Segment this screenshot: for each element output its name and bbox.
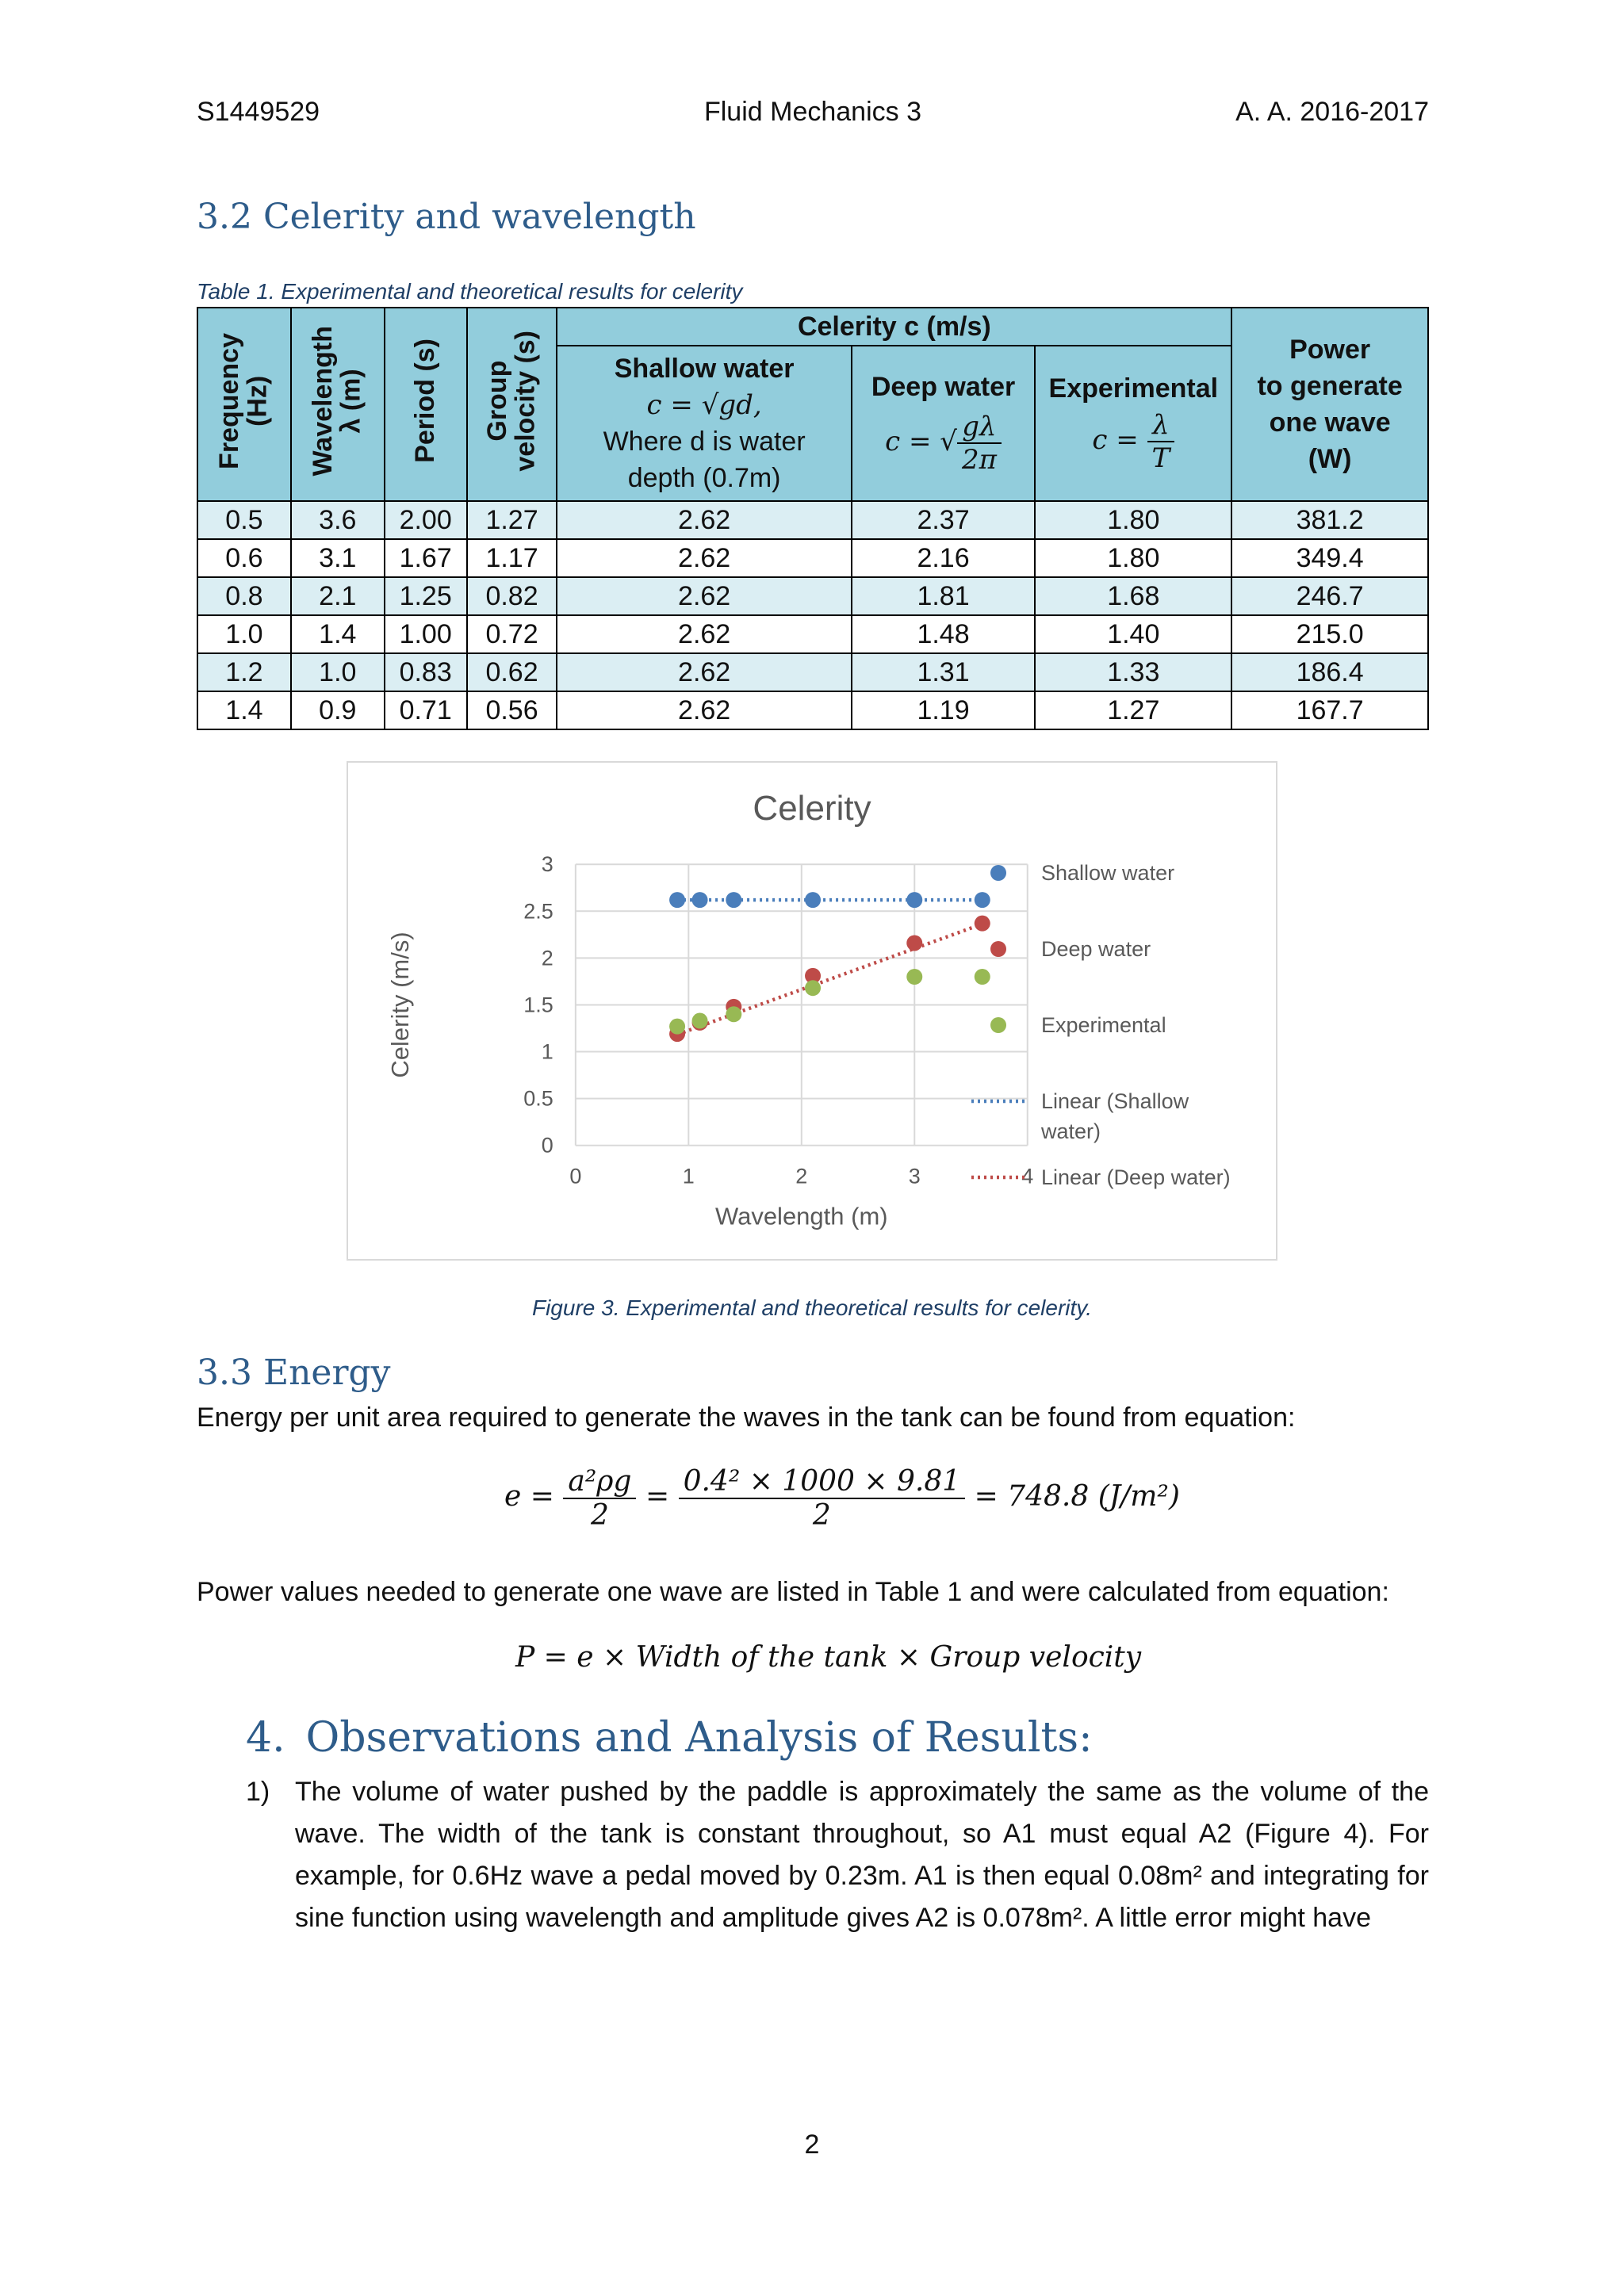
legend-label: Deep water	[1041, 937, 1151, 961]
table-cell: 349.4	[1231, 539, 1428, 577]
table-cell: 1.0	[291, 653, 385, 691]
table-cell: 1.48	[852, 615, 1036, 653]
table-cell: 2.62	[557, 501, 851, 539]
legend-marker	[990, 1017, 1006, 1033]
col-group-velocity: Group velocity (s)	[467, 308, 557, 501]
point-experimental	[692, 1013, 708, 1029]
power-equation: P = e × Width of the tank × Group velocity	[515, 1641, 1142, 1674]
table-cell: 1.4	[197, 691, 291, 729]
table-cell: 1.2	[197, 653, 291, 691]
y-tick-label: 3	[541, 852, 553, 877]
y-tick-label: 0.5	[523, 1086, 553, 1111]
table-cell: 2.00	[385, 501, 467, 539]
table-cell: 1.81	[852, 577, 1036, 615]
table-cell: 1.0	[197, 615, 291, 653]
table-cell: 0.71	[385, 691, 467, 729]
table-row	[197, 653, 1428, 691]
figure3-caption: Figure 3. Experimental and theoretical results for celerity.	[531, 1295, 1092, 1320]
table-cell: 3.6	[291, 501, 385, 539]
table-cell: 0.82	[467, 577, 557, 615]
point-shallow-water	[906, 892, 922, 908]
point-shallow-water	[692, 892, 708, 908]
table-cell: 3.1	[291, 539, 385, 577]
table-cell: 0.83	[385, 653, 467, 691]
table1-caption: Table 1. Experimental and theoretical results for celerity	[197, 279, 743, 304]
results-table	[197, 307, 1429, 730]
table-cell: 2.62	[557, 615, 851, 653]
y-tick-label: 1.5	[523, 993, 553, 1017]
table-cell: 215.0	[1231, 615, 1428, 653]
table-cell: 0.62	[467, 653, 557, 691]
table-cell: 1.40	[1035, 615, 1231, 653]
legend-label: Linear (Deep water)	[1041, 1165, 1231, 1189]
table-cell: 186.4	[1231, 653, 1428, 691]
table-cell: 2.62	[557, 539, 851, 577]
table-cell: 1.4	[291, 615, 385, 653]
table-row	[197, 691, 1428, 729]
legend-label: Linear (Shallow	[1041, 1089, 1189, 1113]
table-row	[197, 577, 1428, 615]
point-deep-water	[975, 916, 990, 932]
x-tick-label: 4	[1021, 1164, 1034, 1188]
col-celerity: Celerity c (m/s)	[557, 308, 1231, 346]
table-cell: 2.16	[852, 539, 1036, 577]
x-tick-label: 3	[908, 1164, 921, 1188]
table-cell: 1.68	[1035, 577, 1231, 615]
legend-marker	[990, 865, 1006, 881]
col-period: Period (s)	[385, 308, 467, 501]
table-cell: 2.62	[557, 577, 851, 615]
observation-item-1	[246, 1771, 1429, 1939]
table-row	[197, 615, 1428, 653]
header-student-id: S1449529	[197, 97, 320, 127]
legend-label: Shallow water	[1041, 861, 1175, 885]
table-cell: 0.8	[197, 577, 291, 615]
table-cell: 1.80	[1035, 539, 1231, 577]
x-axis-label: Wavelength (m)	[714, 1202, 888, 1230]
table-cell: 0.56	[467, 691, 557, 729]
table-cell: 246.7	[1231, 577, 1428, 615]
point-experimental	[726, 1006, 741, 1022]
table-cell: 0.72	[467, 615, 557, 653]
col-power: Power to generate one wave (W)	[1231, 308, 1428, 501]
col-experimental: Experimental c = $\frac{\lambda}{T}$	[1035, 346, 1231, 501]
point-shallow-water	[975, 892, 990, 908]
celerity-chart-svg	[348, 763, 1276, 1259]
y-tick-label: 2.5	[523, 899, 553, 924]
chart-title: Celerity	[753, 789, 871, 828]
table-cell: 1.00	[385, 615, 467, 653]
power-intro: Power values needed to generate one wave are listed in Table 1 and were calculated from equation:	[197, 1577, 1389, 1607]
table-cell: 1.19	[852, 691, 1036, 729]
point-shallow-water	[805, 892, 821, 908]
table-cell: 0.9	[291, 691, 385, 729]
col-shallow-water: Shallow water c = √gd, Where d is water depth (0.7m)	[557, 346, 851, 501]
table-row	[197, 501, 1428, 539]
x-tick-label: 0	[569, 1164, 582, 1188]
point-experimental	[805, 980, 821, 996]
table-cell: 1.33	[1035, 653, 1231, 691]
page-header	[197, 97, 1429, 136]
table-cell: 381.2	[1231, 501, 1428, 539]
y-tick-label: 2	[541, 946, 553, 970]
table-cell: 1.27	[1035, 691, 1231, 729]
header-year: A. A. 2016-2017	[1235, 97, 1429, 127]
point-experimental	[975, 969, 990, 985]
y-tick-label: 1	[541, 1039, 553, 1064]
page-number: 2	[804, 2130, 820, 2160]
trendline-1	[677, 924, 982, 1034]
point-shallow-water	[726, 892, 741, 908]
x-tick-label: 2	[795, 1164, 808, 1188]
table-cell: 1.31	[852, 653, 1036, 691]
list-marker: 1)	[246, 1777, 270, 1807]
point-experimental	[906, 969, 922, 985]
observation-text: The volume of water pushed by the paddle is approximately the same as the volume of the wave. The width of the tank is constant throughout, so A1 must equal A2 (Figure 4). For example, for 0.6Hz wave a pedal moved by 0.23m. A1 is then equal 0.08m² and integrating for sine function using wavelength and amplitude gives A2 is 0.078m². A little error might have	[295, 1777, 1429, 1933]
col-wavelength: Wavelength λ (m)	[291, 308, 385, 501]
table-cell: 2.37	[852, 501, 1036, 539]
legend-label: Experimental	[1041, 1013, 1166, 1037]
table-cell: 2.62	[557, 653, 851, 691]
energy-equation: e = $\frac{\text{a²ρg}}{2}$ = $\frac{\text{0.4² × 1000 × 9.81}}{2}$ = 748.8 (J/m²)	[504, 1465, 1180, 1532]
col-frequency: Frequency (Hz)	[197, 308, 291, 501]
celerity-chart	[347, 761, 1277, 1261]
table-cell: 0.6	[197, 539, 291, 577]
energy-intro: Energy per unit area required to generate the waves in the tank can be found from equation:	[197, 1402, 1296, 1433]
table-cell: 2.1	[291, 577, 385, 615]
table-cell: 1.17	[467, 539, 557, 577]
section-3-2-heading: 3.2 Celerity and wavelength	[197, 197, 696, 237]
y-axis-label: Celerity (m/s)	[386, 932, 414, 1078]
y-tick-label: 0	[541, 1133, 553, 1158]
table-cell: 0.5	[197, 501, 291, 539]
x-tick-label: 1	[682, 1164, 695, 1188]
table-cell: 1.67	[385, 539, 467, 577]
section-4-heading: 4. Observations and Analysis of Results:	[246, 1714, 1093, 1762]
table-cell: 1.25	[385, 577, 467, 615]
table-cell: 1.27	[467, 501, 557, 539]
table-cell: 167.7	[1231, 691, 1428, 729]
point-experimental	[669, 1019, 685, 1035]
legend-label: water)	[1041, 1119, 1101, 1143]
legend-marker	[990, 941, 1006, 957]
section-3-3-heading: 3.3 Energy	[197, 1353, 391, 1393]
table-cell: 2.62	[557, 691, 851, 729]
point-deep-water	[906, 935, 922, 951]
table-cell: 1.80	[1035, 501, 1231, 539]
point-shallow-water	[669, 892, 685, 908]
col-deep-water: Deep water c = √ $\frac{g\lambda}{2\pi}$	[852, 346, 1036, 501]
header-course: Fluid Mechanics 3	[703, 97, 921, 127]
table-row	[197, 539, 1428, 577]
